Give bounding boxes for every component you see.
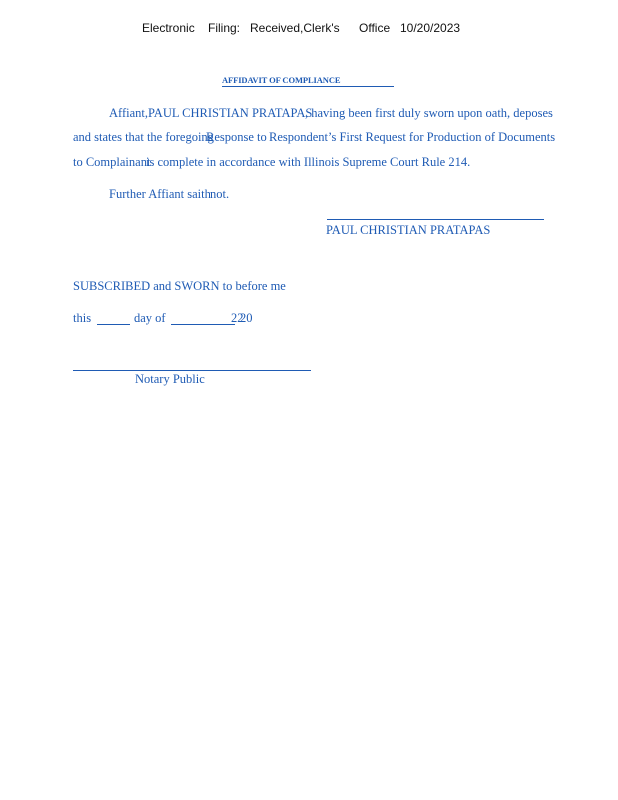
stamp-filing: Filing: — [208, 21, 241, 35]
stamp-received: Received,Clerk's — [250, 21, 340, 35]
paragraph-line1-rest: , having been first duly sworn upon oath, deposes — [305, 106, 553, 120]
jurat-day-of: day of — [134, 311, 166, 325]
jurat-subscribed: SUBSCRIBED and SWORN to before me — [73, 279, 286, 293]
jurat-day-blank — [97, 324, 130, 325]
jurat-year-suffix: 20 — [240, 311, 253, 325]
stamp-electronic: Electronic — [142, 21, 195, 35]
paragraph-affiant-prefix: Affiant, — [109, 106, 148, 120]
document-title: AFFIDAVIT OF COMPLIANCE — [222, 75, 341, 85]
jurat-month-blank — [171, 324, 235, 325]
notary-public-label: Notary Public — [135, 372, 205, 386]
signature-line — [327, 219, 544, 220]
signature-name: PAUL CHRISTIAN PRATAPAS — [326, 223, 491, 237]
paragraph-line2-response: Response to — [206, 130, 267, 144]
notary-signature-line — [73, 370, 311, 371]
stamp-date: 10/20/2023 — [400, 21, 461, 35]
jurat-this: this — [73, 311, 92, 325]
further-affiant-text: Further Affiant saith — [109, 187, 211, 201]
paragraph-line3-rest: is complete in accordance with Illinois Supreme Court Rule 214. — [146, 155, 471, 169]
stamp-office: Office — [359, 21, 391, 35]
paragraph-line3-start: to Complainant — [73, 155, 151, 169]
jurat-year-prefix: 22 — [231, 311, 244, 325]
paragraph-line2-start: and states that the foregoing — [73, 130, 214, 144]
paragraph-affiant-name: PAUL CHRISTIAN PRATAPAS — [148, 106, 313, 120]
title-underline — [222, 86, 394, 87]
further-affiant-not: not. — [210, 187, 230, 201]
paragraph-line2-rest: Respondent’s First Request for Production of Documents — [269, 130, 556, 144]
